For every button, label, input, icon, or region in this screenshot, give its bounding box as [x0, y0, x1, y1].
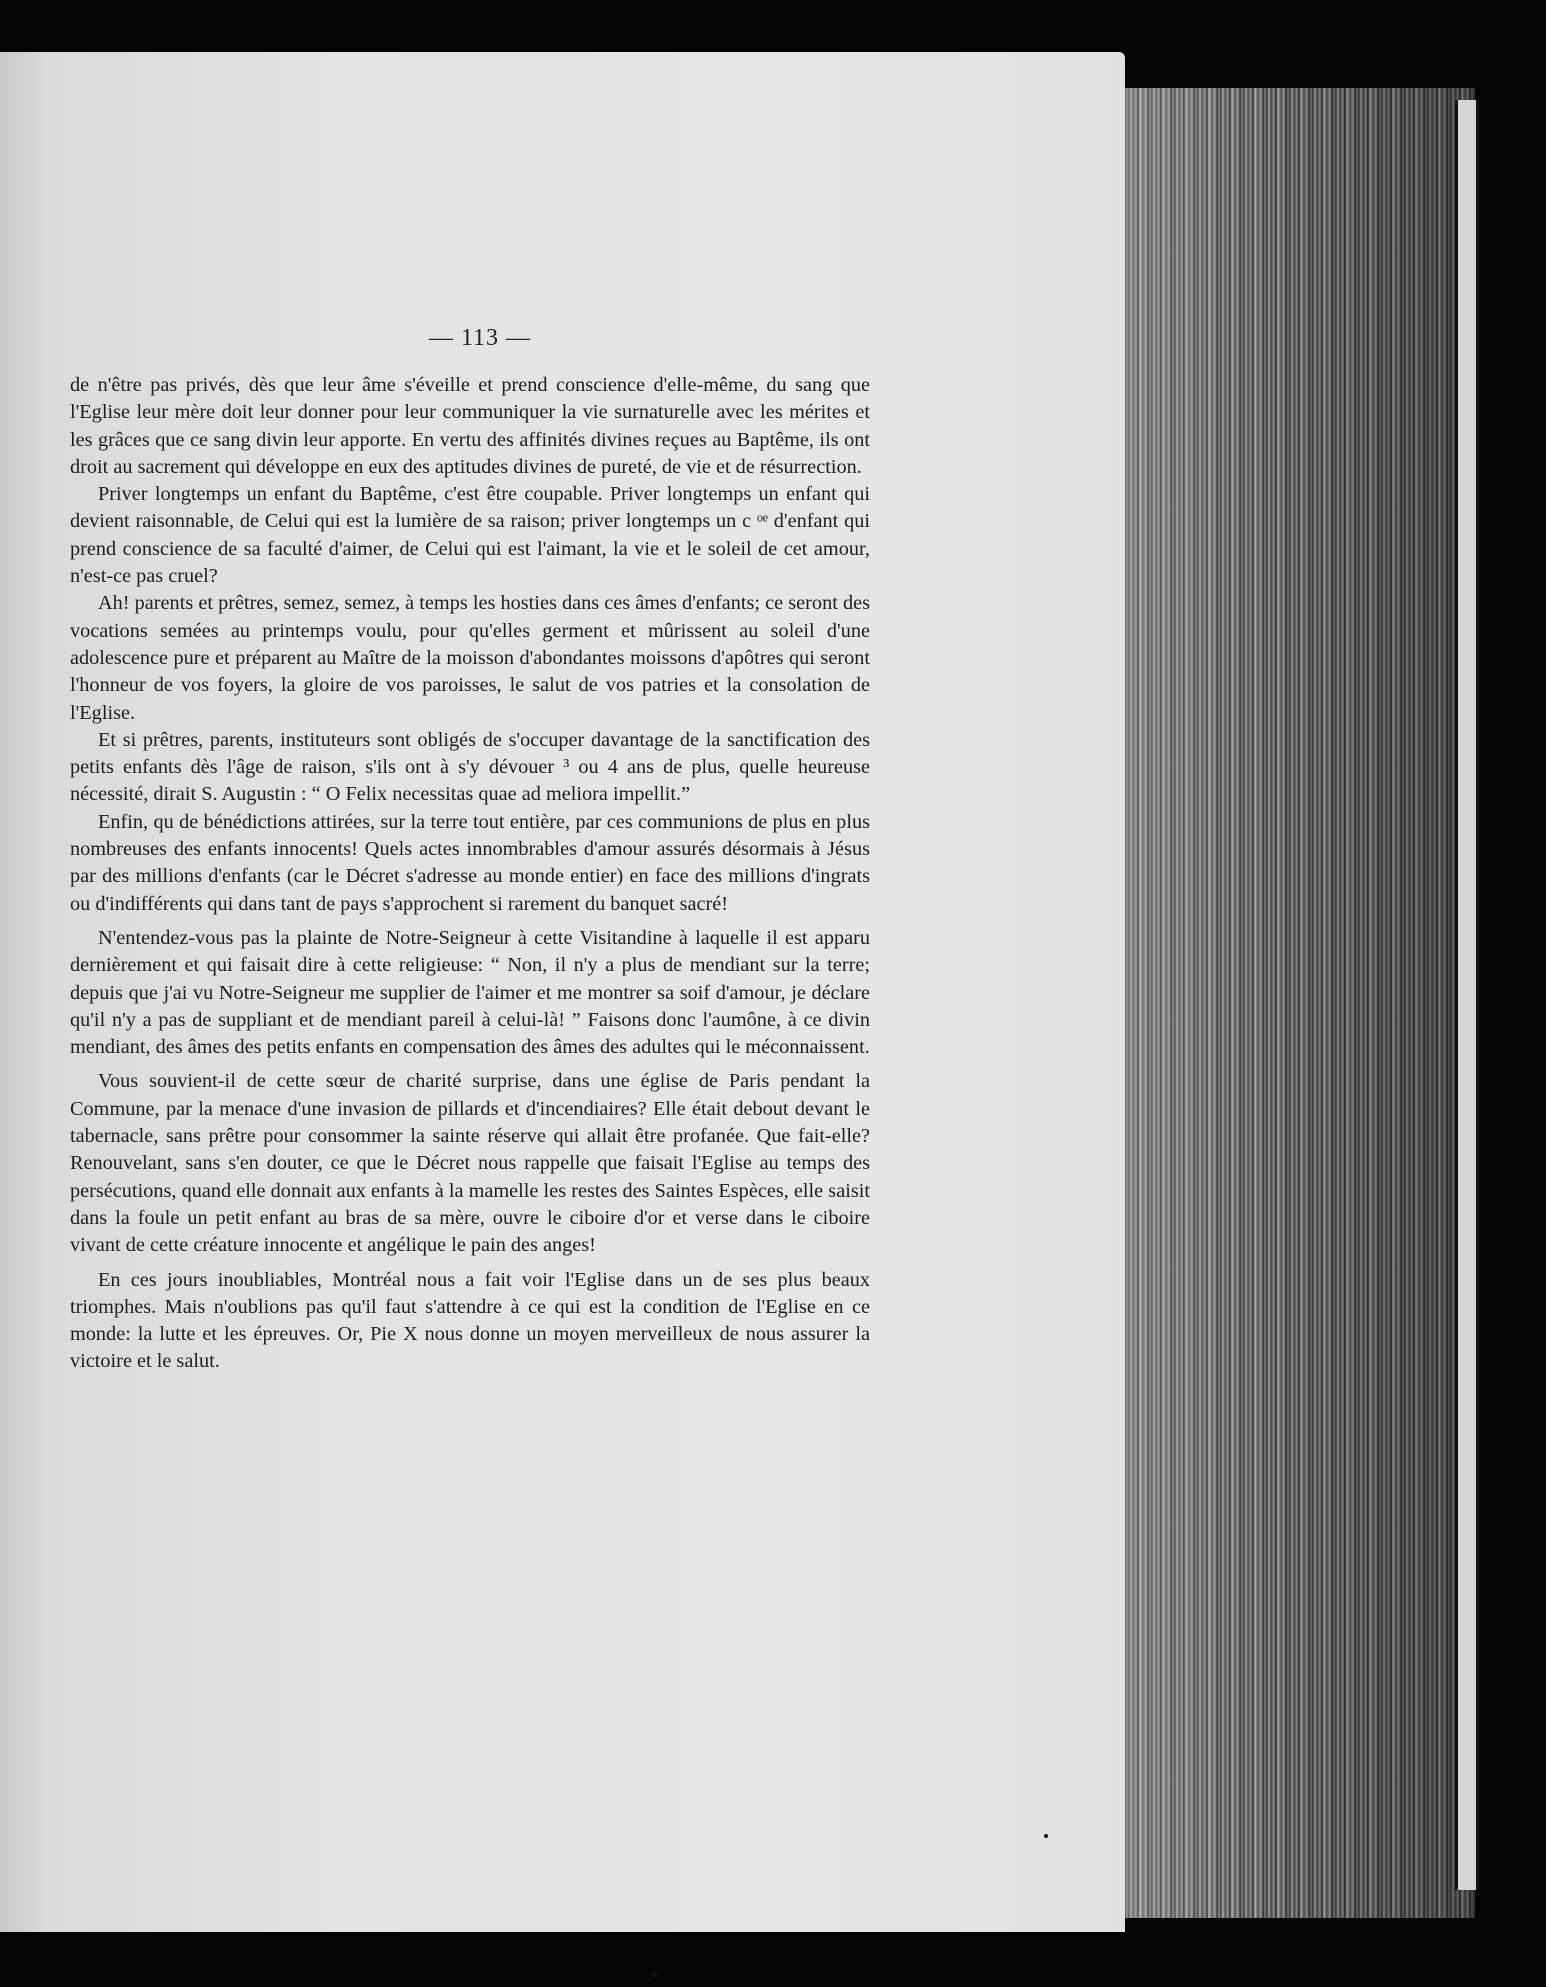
book-cover-edge [1455, 100, 1479, 1890]
paragraph: Ah! parents et prêtres, semez, semez, à temps les hosties dans ces âmes d'enfants; ce seront des vocations semées au printemps voulu, pour qu'elles germent et mûrissent au soleil d'une adolescence pure et préparent au Maître de la moisson d'abondantes moissons d'apôtres qui seront l'honneur de vos foyers, la gloire de vos paroisses, le salut de vos patries et la consolation de l'Eglise. [70, 592, 870, 724]
body-text [70, 372, 870, 1376]
dust-speck [652, 1972, 657, 1977]
paragraph: Priver longtemps un enfant du Baptême, c'est être coupable. Priver longtemps un enfant qui devient raisonnable, de Celui qui est la lumière de sa raison; priver longtemps un c ᵒᵉ d'enfant qui prend conscience de sa faculté d'aimer, de Celui qui est l'aimant, la vie et le soleil de cet amour, n'est-ce pas cruel? [70, 483, 870, 588]
dust-speck [1044, 1834, 1048, 1838]
page-number: — 113 — [428, 325, 532, 351]
paragraph: Et si prêtres, parents, instituteurs sont obligés de s'occuper davantage de la sanctification des petits enfants dès l'âge de raison, s'ils ont à s'y dévouer ³ ou 4 ans de plus, quelle heureuse nécessité, dirait S. Augustin : “ O Felix necessitas quae ad meliora impellit.” [70, 728, 870, 806]
paragraph: N'entendez-vous pas la plainte de Notre-Seigneur à cette Visitandine à laquelle il est apparu dernièrement et qui faisait dire à cette religieuse: “ Non, il n'y a plus de mendiant sur la terre; depuis que j'ai vu Notre-Seigneur me supplier de l'aimer et me montrer sa soif d'amour, je déclare qu'il n'y a pas de suppliant et de mendiant pareil à celui-là! ” Faisons donc l'aumône, à ce divin mendiant, des âmes des petits enfants en compensation des âmes des adultes qui le méconnaissent. [70, 926, 870, 1059]
paragraph: Vous souvient-il de cette sœur de charité surprise, dans une église de Paris pendant la Commune, par la menace d'une invasion de pillards et d'incendiaires? Elle était debout devant le tabernacle, sans prêtre pour consommer la sainte réserve qui allait être profanée. Que fait-elle? Renouvelant, sans s'en douter, ce que le Décret nous rappelle que faisait l'Eglise au temps des persécutions, quand elle donnait aux enfants à la mamelle les restes des Saintes Espèces, elle saisit dans la foule un petit enfant au bras de sa mère, ouvre le ciboire d'or et verse dans le ciboire vivant de cette créature innocente et angélique le pain des anges! [70, 1070, 870, 1257]
paragraph: de n'être pas privés, dès que leur âme s'éveille et prend conscience d'elle-même, du sang que l'Eglise leur mère doit leur donner pour leur communiquer la vie surnaturelle avec les mérites et les grâces que ce sang divin leur apporte. En vertu des affinités divines reçues au Baptême, ils ont droit au sacrement qui développe en eux des aptitudes divines de pureté, de vie et de résurrection. [70, 374, 870, 478]
paragraph: Enfin, qu de bénédictions attirées, sur la terre tout entière, par ces communions de plus en plus nombreuses des enfants innocents! Quels actes innombrables d'amour assurés désormais à Jésus par des millions d'enfants (car le Décret s'adresse au monde entier) en face des millions d'ingrats ou d'indifférents qui dans tant de pays s'approchent si rarement du banquet sacré! [70, 810, 870, 915]
paragraph: En ces jours inoubliables, Montréal nous a fait voir l'Eglise dans un de ses plus beaux triomphes. Mais n'oublions pas qu'il faut s'attendre à ce qui est la condition de l'Eglise en ce monde: la lutte et les épreuves. Or, Pie X nous donne un moyen merveilleux de nous assurer la victoire et le salut. [70, 1268, 870, 1373]
book-page [0, 52, 1125, 1932]
page-edges [1125, 88, 1475, 1918]
